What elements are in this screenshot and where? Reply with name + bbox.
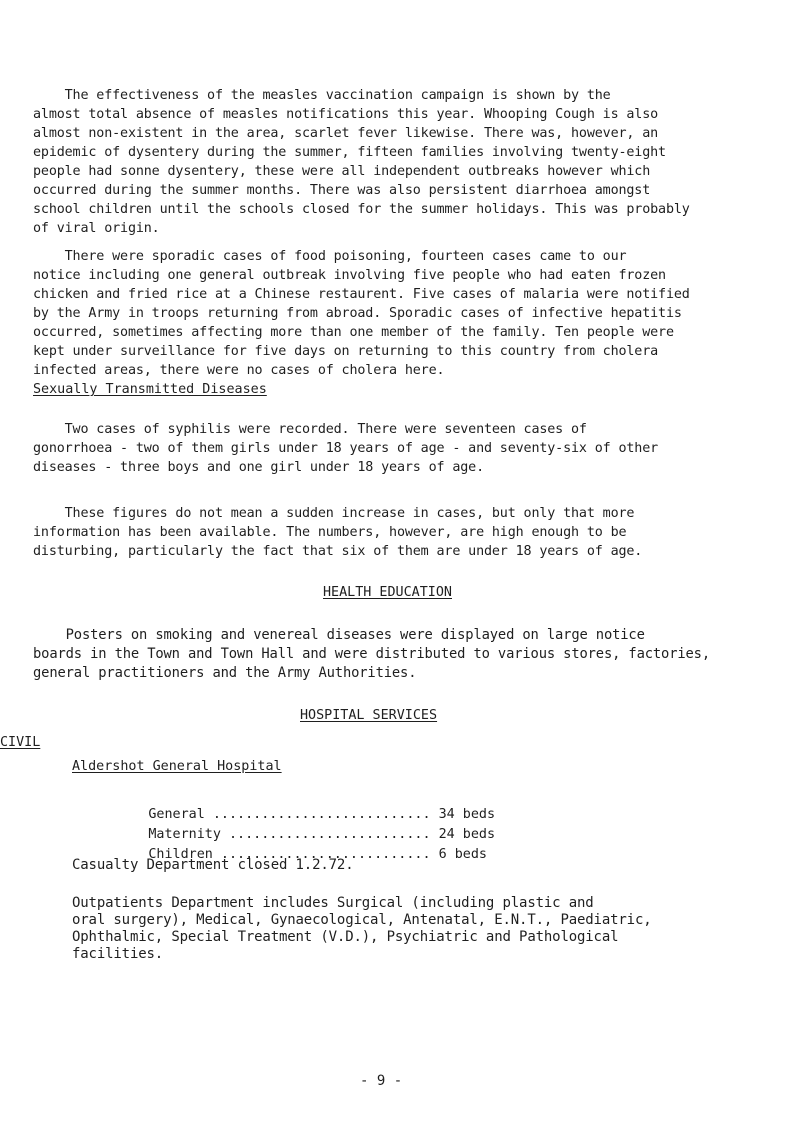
food-poisoning-paragraph: There were sporadic cases of food poisoning, fourteen cases came to our notice including one general outbreak involving five people who had eaten frozen chicken and fried rice at a Chinese restaurent. Five cases of malaria were notified by the Army in troops returning from abroad. Sporadic cases of infective hepatitis occurred, sometimes affecting more than one member of the family. Ten people were kept under surveillance for five days on returning to this country from cholera infected areas, there were no cases of cholera here.	[33, 249, 690, 378]
aldershot-hospital-heading: Aldershot General Hospital	[72, 759, 282, 774]
beds-label: Children ..........................	[148, 847, 431, 862]
syphilis-paragraph: Two cases of syphilis were recorded. There were seventeen cases of gonorrhoea - two of them girls under 18 years of age - and seventy-six of other diseases - three boys and one girl under 18 years of age.	[33, 422, 659, 475]
civil-heading: CIVIL	[0, 735, 41, 750]
beds-value: 6 beds	[438, 847, 487, 862]
beds-label: Maternity .........................	[148, 827, 431, 842]
hospital-services-heading: HOSPITAL SERVICES	[300, 708, 438, 723]
casualty-text: Casualty Department closed 1.2.72.	[72, 857, 354, 873]
outpatients-paragraph: Outpatients Department includes Surgical (including plastic and oral surgery), Medical, Gynaecological, Antenatal, E.N.T., Paediatric, Ophthalmic, Special Treatment (V.D.), Psychiatric and Pathological facilities.	[72, 895, 652, 962]
measles-paragraph: The effectiveness of the measles vaccination campaign is shown by the almost total absence of measles notifications this year. Whooping Cough is also almost non-existent in the area, scarlet fever likewise. There was, however, an epidemic of dysentery during the summer, fifteen families involving twenty-eight people had sonne dysentery, these were all independent outbreaks however which occurred during the summer months. There was also persistent diarrhoea amongst school children until the schools closed for the summer holidays. This was probably of viral origin.	[33, 88, 690, 236]
health-education-heading: HEALTH EDUCATION	[323, 585, 452, 600]
page-number: - 9 -	[360, 1073, 403, 1089]
beds-label: General ...........................	[148, 807, 431, 822]
beds-value: 34 beds	[438, 807, 496, 822]
posters-paragraph: Posters on smoking and venereal diseases were displayed on large notice boards in the Town and Town Hall and were distributed to various stores, factories, general practitioners and the Army Authorities.	[33, 627, 710, 681]
figures-paragraph: These figures do not mean a sudden increase in cases, but only that more information has been available. The numbers, however, are high enough to be disturbing, particularly the fact that six of them are under 18 years of age.	[33, 506, 643, 559]
std-heading: Sexually Transmitted Diseases	[33, 382, 267, 397]
beds-value: 24 beds	[438, 827, 496, 842]
